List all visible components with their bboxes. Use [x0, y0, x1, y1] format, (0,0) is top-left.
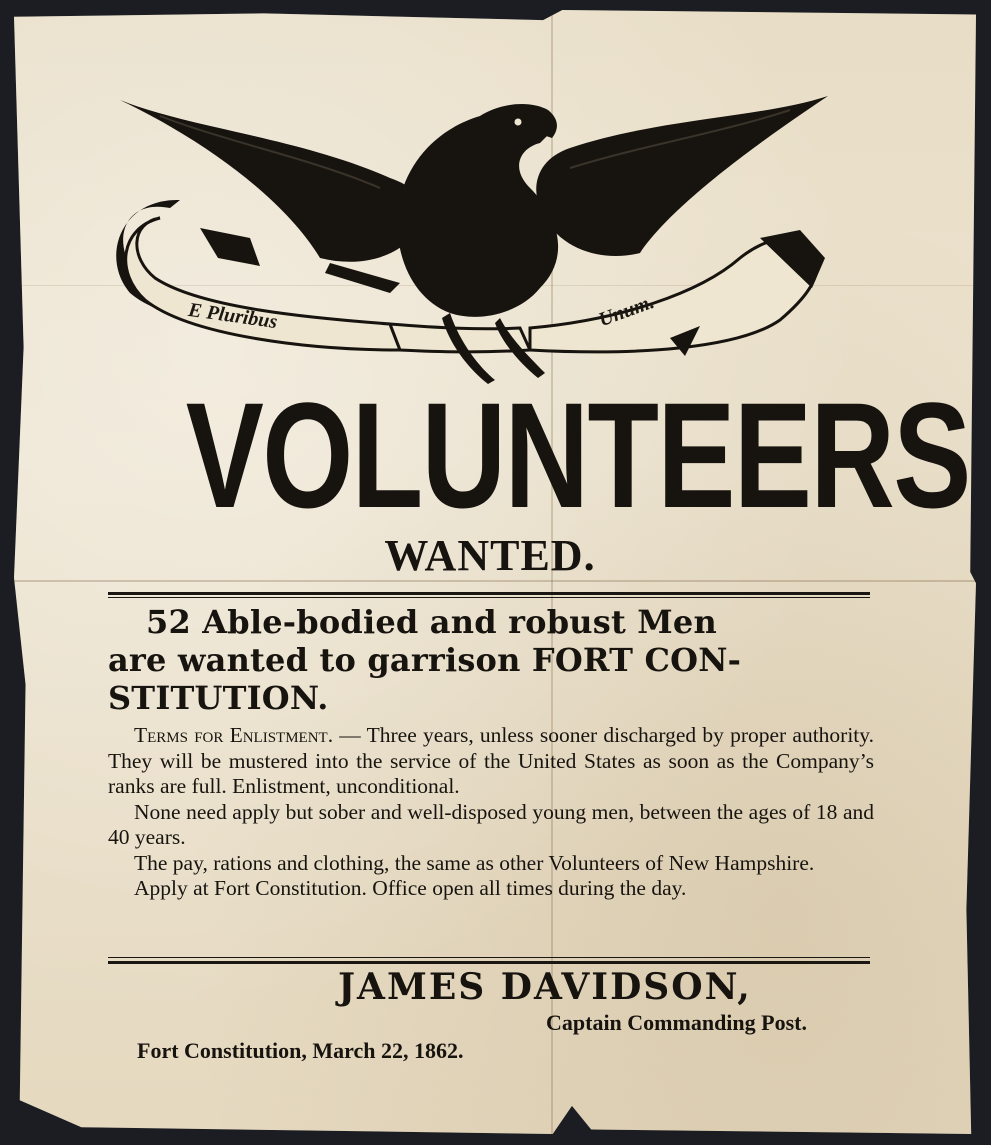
apply-paragraph: Apply at Fort Constitution. Office open all times during the day.: [134, 876, 687, 900]
divider-rule-top-thin: [108, 597, 870, 598]
pay-paragraph: The pay, rations and clothing, the same as other Volunteers of New Hampshire.: [134, 850, 815, 875]
signature-title: Captain Commanding Post.: [546, 1010, 807, 1035]
poster-subtitle: WANTED.: [384, 531, 596, 580]
headline-line-3: STITUTION.: [108, 679, 329, 717]
divider-rule-bottom-thin: [108, 957, 870, 958]
terms-paragraph: [108, 723, 874, 800]
divider-rule-top-thick: [108, 592, 870, 595]
eligibility-paragraph: None need apply but sober and well-disposed young men, between the ages of 18 and 40 years.: [108, 799, 874, 849]
terms-label: Terms for Enlistment.: [134, 723, 334, 747]
headline-line-2: are wanted to garrison FORT CON-: [108, 641, 742, 679]
motto-right: Unum.: [595, 290, 658, 332]
terms-text: — Three years, unless sooner discharged by proper authority. They will be mustered into the service of the United States as soon as the Company’s ranks are full. Enlistment, unconditional.: [108, 723, 874, 798]
divider-rule-bottom-thick: [108, 961, 870, 964]
eagle-with-banner-icon: [100, 88, 850, 388]
headline-line-1: 52 Able-bodied and robust Men: [146, 603, 717, 641]
poster-title: VOLUNTEERS: [185, 371, 970, 539]
motto-left: E Pluribus: [186, 298, 279, 334]
dateline: Fort Constitution, March 22, 1862.: [137, 1038, 464, 1063]
headline: [108, 603, 873, 717]
signature-name: JAMES DAVIDSON,: [338, 966, 752, 1008]
body-text: [108, 723, 874, 902]
